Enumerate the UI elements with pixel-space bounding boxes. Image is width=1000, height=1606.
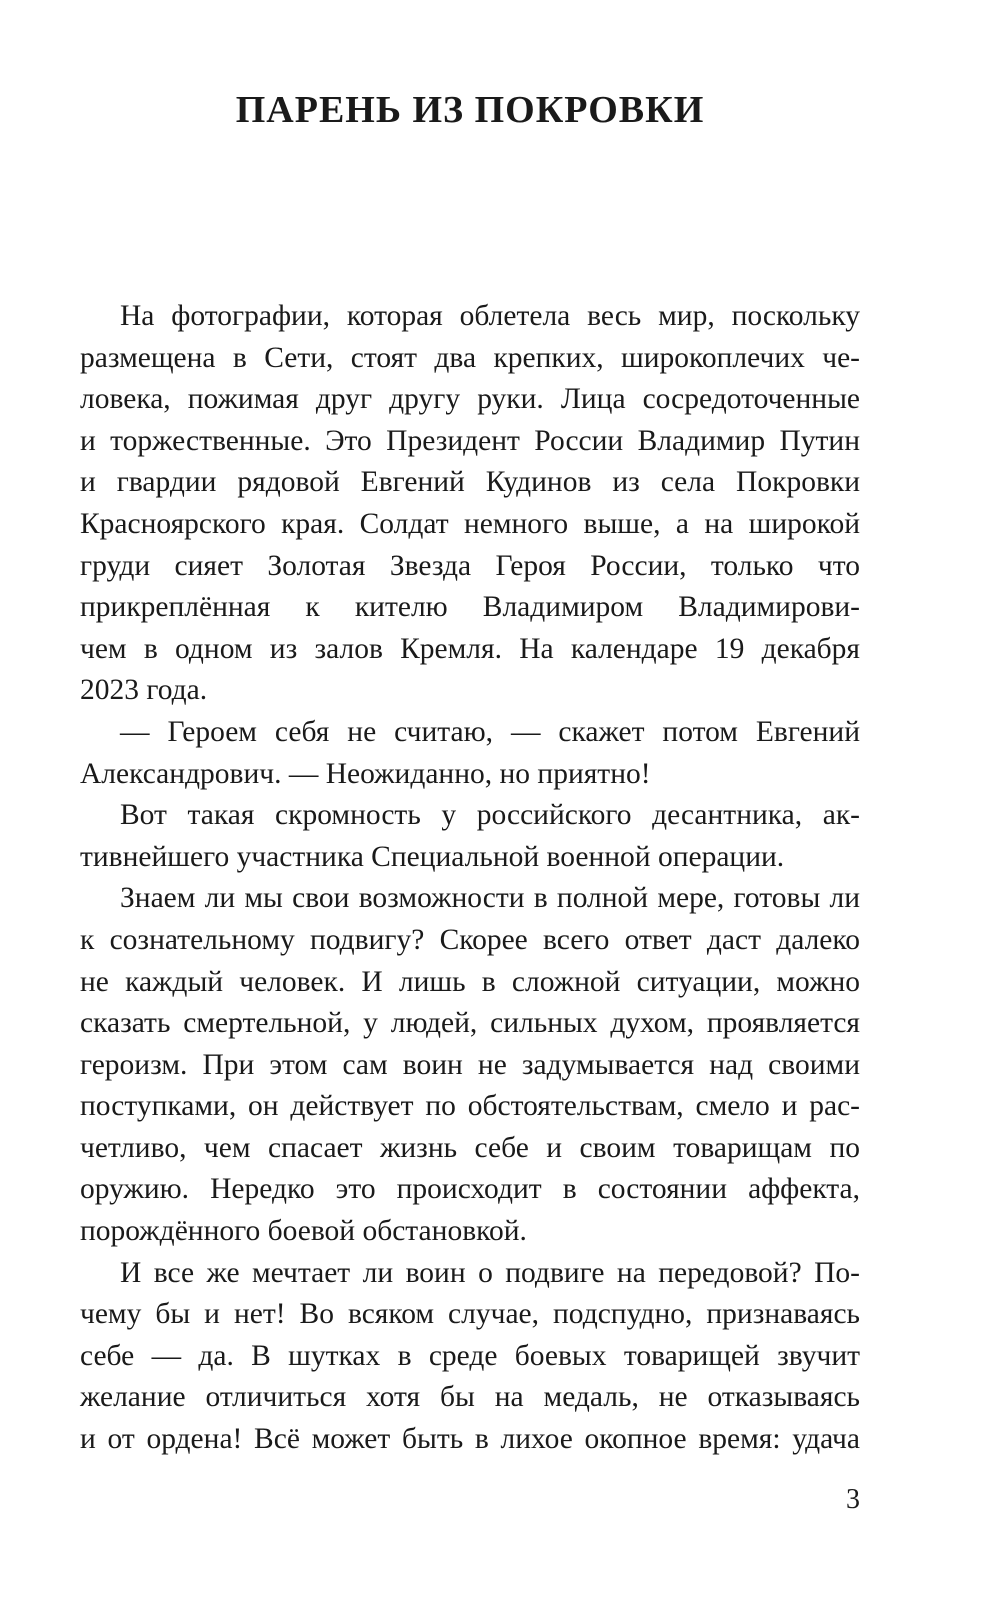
text-line: героизм. При этом сам воин не задумывается над своими bbox=[80, 1048, 860, 1081]
text-line: тивнейшего участника Специальной военной операции. bbox=[80, 840, 785, 873]
text-line: и гвардии рядовой Евгений Кудинов из села Покровки bbox=[80, 466, 860, 499]
text-line: прикреплённая к кителю Владимиром Владимирови- bbox=[80, 591, 860, 624]
text-line: оружию. Нередко это происходит в состоянии аффекта, bbox=[80, 1173, 860, 1206]
text-line: Александрович. — Неожиданно, но приятно! bbox=[80, 757, 651, 790]
text-line: — Героем себя не считаю, — скажет потом Евгений bbox=[120, 715, 860, 748]
text-line: желание отличиться хотя бы на медаль, не отказываясь bbox=[80, 1381, 860, 1414]
text-line: На фотографии, которая облетела весь мир, поскольку bbox=[120, 300, 860, 332]
text-line: Красноярского края. Солдат немного выше, а на широкой bbox=[80, 507, 860, 540]
text-line: груди сияет Золотая Звезда Героя России, только что bbox=[80, 549, 860, 582]
paragraph-2 bbox=[80, 712, 860, 795]
text-line: 2023 года. bbox=[80, 674, 208, 707]
text-line: сказать смертельной, у людей, сильных духом, проявляется bbox=[80, 1007, 860, 1040]
paragraph-1 bbox=[80, 296, 860, 712]
text-line: не каждый человек. И лишь в сложной ситуации, можно bbox=[80, 965, 860, 998]
text-line: четливо, чем спасает жизнь себе и своим товарищам по bbox=[80, 1131, 860, 1164]
chapter-title: ПАРЕНЬ ИЗ ПОКРОВКИ bbox=[235, 89, 705, 131]
paragraph-5 bbox=[80, 1253, 860, 1461]
text-line: чем в одном из залов Кремля. На календаре 19 декабря bbox=[80, 632, 860, 665]
text-line: к сознательному подвигу? Скорее всего ответ даст далеко bbox=[80, 923, 860, 956]
page-number: 3 bbox=[846, 1484, 860, 1515]
body-text bbox=[80, 296, 860, 1461]
paragraph-4 bbox=[80, 878, 860, 1252]
text-line: размещена в Сети, стоят два крепких, широкоплечих че- bbox=[80, 341, 860, 374]
text-line: ловека, пожимая друг другу руки. Лица сосредоточенные bbox=[80, 383, 860, 416]
text-line: поступками, он действует по обстоятельствам, смело и рас- bbox=[80, 1090, 860, 1123]
text-line: и от ордена! Всё может быть в лихое окопное время: удача bbox=[80, 1423, 860, 1456]
paragraph-3 bbox=[80, 795, 860, 878]
text-line: себе — да. В шутках в среде боевых товарищей звучит bbox=[80, 1339, 860, 1372]
text-line: чему бы и нет! Во всяком случае, подспудно, признаваясь bbox=[80, 1298, 860, 1331]
text-line: и торжественные. Это Президент России Владимир Путин bbox=[80, 424, 860, 457]
text-line: Вот такая скромность у российского десантника, ак- bbox=[120, 799, 860, 832]
text-line: Знаем ли мы свои возможности в полной мере, готовы ли bbox=[120, 882, 860, 915]
text-line: порождённого боевой обстановкой. bbox=[80, 1215, 527, 1248]
text-line: И все же мечтает ли воин о подвиге на передовой? По- bbox=[120, 1256, 860, 1289]
